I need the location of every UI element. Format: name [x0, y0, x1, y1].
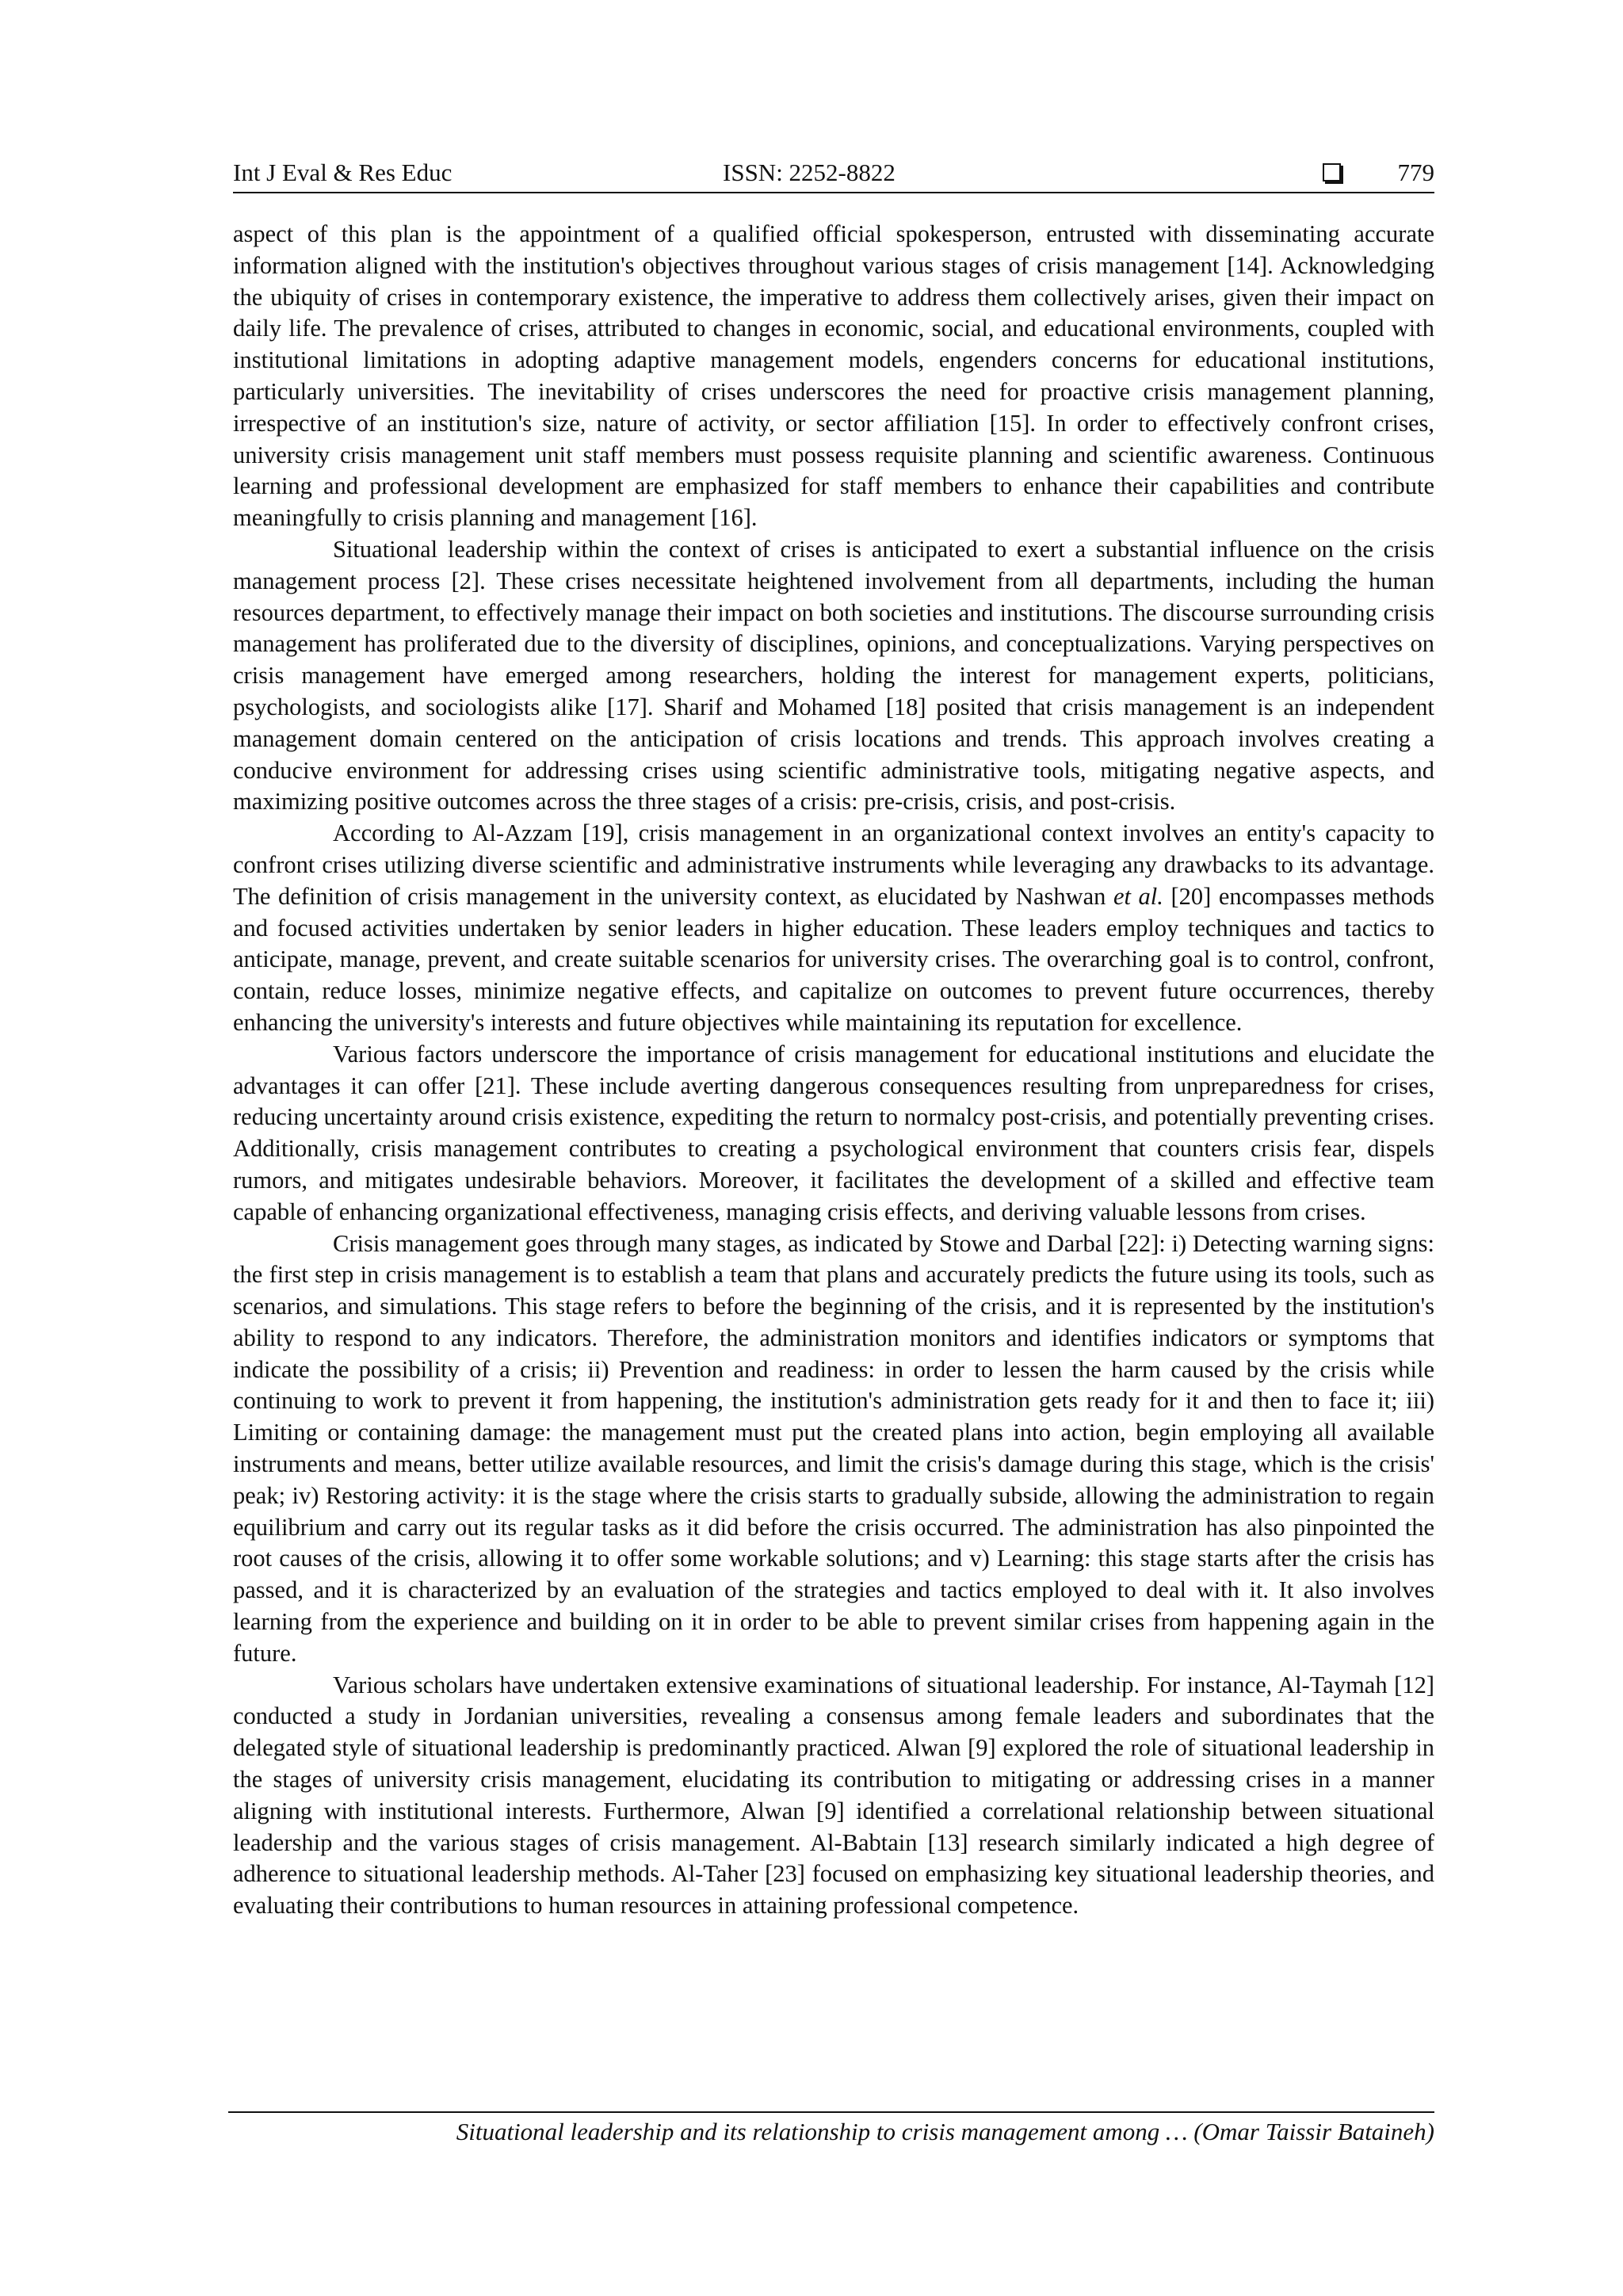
checkbox-square-icon	[1323, 163, 1341, 181]
body-paragraph	[233, 219, 1434, 534]
footer-rule	[228, 2111, 1434, 2113]
italic-text: et al.	[1113, 882, 1163, 910]
paragraph-text: Crisis management goes through many stages, as indicated by Stowe and Darbal [22]: i) Detecting warning signs: the first step in crisis management is to establish a team that plans and accurately predicts the future using its tools, such as scenarios, and simulations. This stage refers to before the beginning of the crisis, and it is represented by the institution's ability to respond to any indicators. Therefore, the administration monitors and identifies indicators or symptoms that indicate the possibility of a crisis; ii) Prevention and readiness: in order to lessen the harm caused by the crisis while continuing to work to prevent it from happening, the institution's administration gets ready for it and then to face it; iii) Limiting or containing damage: the management must put the created plans into action, begin employing all available instruments and means, better utilize available resources, and limit the crisis's damage during this stage, which is the crisis' peak; iv) Restoring activity: it is the stage where the crisis starts to gradually subside, allowing the administration to regain equilibrium and carry out its regular tasks as it did before the crisis occurred. The administration has also pinpointed the root causes of the crisis, allowing it to offer some workable solutions; and v) Learning: this stage starts after the crisis has passed, and it is characterized by an evaluation of the strategies and tactics employed to deal with it. It also involves learning from the experience and building on it in order to be able to prevent similar crises from happening again in the future.	[233, 1229, 1434, 1667]
article-body	[233, 219, 1434, 1922]
paragraph-text: Various scholars have undertaken extensive examinations of situational leadership. For instance, Al-Taymah [12] conducted a study in Jordanian universities, revealing a consensus among female leaders and subordinates that the delegated style of situational leadership is predominantly practiced. Alwan [9] explored the role of situational leadership in the stages of university crisis management, elucidating its contribution to mitigating or addressing crises in a manner aligning with institutional interests. Furthermore, Alwan [9] identified a correlational relationship between situational leadership and the various stages of crisis management. Al-Babtain [13] research similarly indicated a high degree of adherence to situational leadership methods. Al-Taher [23] focused on emphasizing key situational leadership theories, and evaluating their contributions to human resources in attaining professional competence.	[233, 1671, 1434, 1920]
page-header	[233, 157, 1434, 193]
issn-label: ISSN: 2252-8822	[723, 159, 896, 186]
paragraph-text: Various factors underscore the importance of crisis management for educational institutions and elucidate the advantages it can offer [21]. These include averting dangerous consequences resulting from unpreparedness for crises, reducing uncertainty around crisis existence, expediting the return to normalcy post-crisis, and potentially preventing crises. Additionally, crisis management contributes to creating a psychological environment that counters crisis fear, dispels rumors, and mitigates undesirable behaviors. Moreover, it facilitates the development of a skilled and effective team capable of enhancing organizational effectiveness, managing crisis effects, and deriving valuable lessons from crises.	[233, 1040, 1434, 1225]
body-paragraph	[233, 1670, 1434, 1922]
page-number: 779	[1397, 159, 1434, 186]
paragraph-text: [20] encompasses methods and focused activities undertaken by senior leaders in higher education. These leaders employ techniques and tactics to anticipate, manage, prevent, and create suitable scenarios for university crises. The overarching goal is to control, confront, contain, reduce losses, minimize negative effects, and capitalize on outcomes to prevent future occurrences, thereby enhancing the university's interests and future objectives while maintaining its reputation for excellence.	[233, 882, 1434, 1036]
body-paragraph	[233, 1228, 1434, 1670]
paragraph-text: Situational leadership within the context of crises is anticipated to exert a substantial influence on the crisis management process [2]. These crises necessitate heightened involvement from all departments, including the human resources department, to effectively manage their impact on both societies and institutions. The discourse surrounding crisis management has proliferated due to the diversity of disciplines, opinions, and conceptualizations. Varying perspectives on crisis management have emerged among researchers, holding the interest for management experts, politicians, psychologists, and sociologists alike [17]. Sharif and Mohamed [18] posited that crisis management is an independent management domain centered on the anticipation of crisis locations and trends. This approach involves creating a conducive environment for addressing crises using scientific administrative tools, mitigating negative aspects, and maximizing positive outcomes across the three stages of a crisis: pre-crisis, crisis, and post-crisis.	[233, 535, 1434, 816]
journal-name: Int J Eval & Res Educ	[233, 159, 453, 186]
paragraph-text: According to Al-Azzam [19], crisis management in an organizational context involves an entity's capacity to confront crises utilizing diverse scientific and administrative instruments while leveraging any drawbacks to its advantage. The definition of crisis management in the university context, as elucidated by Nashwan	[233, 819, 1434, 910]
body-paragraph	[233, 818, 1434, 1039]
running-footer: Situational leadership and its relationship to crisis management among … (Omar Taissir Bataineh)	[456, 2118, 1434, 2145]
paragraph-text: aspect of this plan is the appointment of a qualified official spokesperson, entrusted with disseminating accurate information aligned with the institution's objectives throughout various stages of crisis management [14]. Acknowledging the ubiquity of crises in contemporary existence, the imperative to address them collectively arises, given their impact on daily life. The prevalence of crises, attributed to changes in economic, social, and educational environments, coupled with institutional limitations in adopting adaptive management models, engenders concerns for educational institutions, particularly universities. The inevitability of crises underscores the need for proactive crisis management planning, irrespective of an institution's size, nature of activity, or sector affiliation [15]. In order to effectively confront crises, university crisis management unit staff members must possess requisite planning and scientific awareness. Continuous learning and professional development are emphasized for staff members to enhance their capabilities and contribute meaningfully to crisis planning and management [16].	[233, 220, 1434, 532]
body-paragraph	[233, 1039, 1434, 1228]
body-paragraph	[233, 534, 1434, 818]
